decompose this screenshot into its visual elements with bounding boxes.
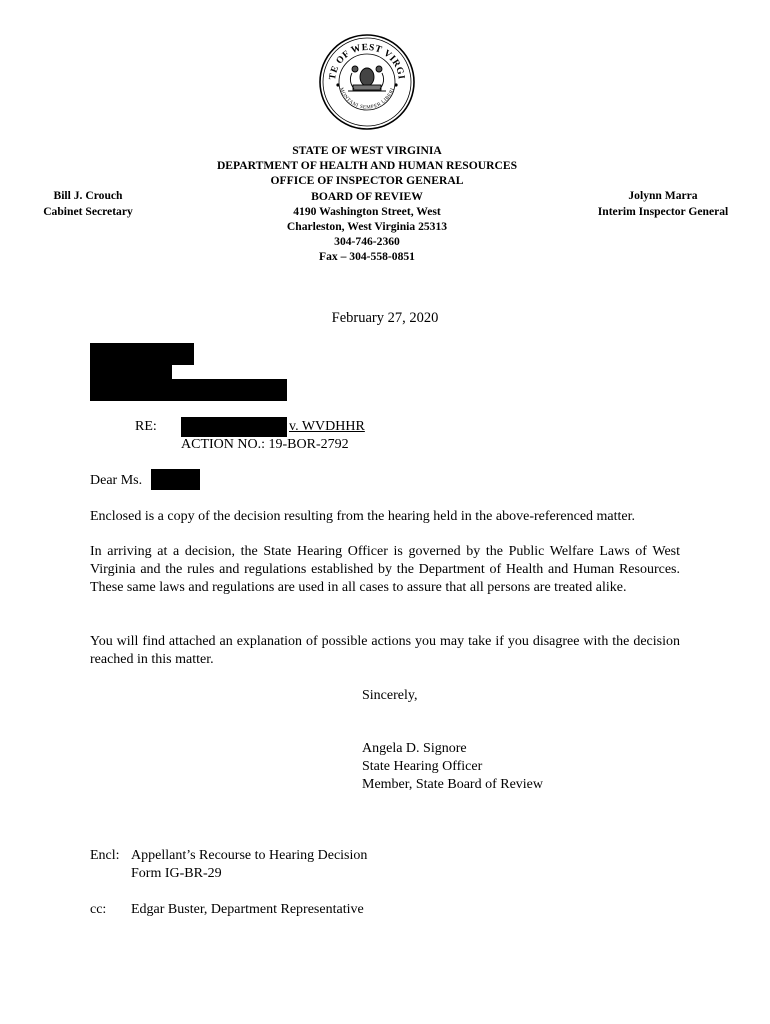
- redacted-address: [90, 379, 287, 401]
- letterhead-line: 304-746-2360: [334, 235, 400, 249]
- signer-name: Angela D. Signore: [362, 741, 467, 756]
- signer-member: Member, State Board of Review: [362, 777, 544, 792]
- letterhead-line: OFFICE OF INSPECTOR GENERAL: [270, 174, 464, 188]
- state-seal: [318, 33, 416, 131]
- inspector-general-title: Interim Inspector General: [597, 204, 729, 218]
- letterhead-line: DEPARTMENT OF HEALTH AND HUMAN RESOURCES: [216, 159, 518, 173]
- re-case-suffix: v. WVDHHR: [289, 419, 365, 434]
- action-number: ACTION NO.: 19-BOR-2792: [181, 437, 349, 452]
- seal-emblem: [348, 66, 386, 91]
- salutation: Dear Ms.: [90, 473, 143, 488]
- letterhead-center: [200, 143, 534, 265]
- cabinet-secretary-title: Cabinet Secretary: [43, 204, 133, 218]
- paragraph: Enclosed is a copy of the decision resulting from the hearing held in the above-referenced matter.: [90, 509, 636, 524]
- enclosure-form: Form IG-BR-29: [131, 866, 222, 881]
- paragraph: In arriving at a decision, the State Hearing Officer is governed by the Public Welfare Laws of West Virginia and the rules and regulations established by the Department of Health and Human Resources. These same laws and regulations are used in all cases to assure that all persons are treated alike.: [90, 544, 680, 596]
- signer-title: State Hearing Officer: [362, 759, 483, 774]
- re-label: RE:: [135, 419, 157, 434]
- enclosure-label: Encl:: [90, 848, 120, 863]
- cabinet-secretary-name: Bill J. Crouch: [53, 189, 123, 202]
- seal-motto: MONTANI SEMPER LIBERI: [338, 87, 396, 111]
- letterhead-line: BOARD OF REVIEW: [311, 189, 423, 203]
- letterhead-right: [588, 188, 738, 219]
- letterhead-line: STATE OF WEST VIRGINIA: [292, 144, 442, 157]
- paragraph: You will find attached an explanation of possible actions you may take if you disagree with the decision reached in this matter.: [90, 634, 680, 668]
- redacted-salutation-name: [151, 469, 200, 490]
- letterhead-line: Charleston, West Virginia 25313: [286, 220, 448, 234]
- closing: Sincerely,: [362, 688, 418, 703]
- redacted-address: [90, 362, 172, 380]
- letterhead-line: Fax – 304-558-0851: [319, 250, 415, 264]
- letterhead-left: [36, 188, 140, 219]
- letterhead-line: 4190 Washington Street, West: [293, 204, 441, 218]
- inspector-general-name: Jolynn Marra: [628, 189, 698, 202]
- redacted-appellant-name: [181, 417, 287, 437]
- seal-text: TE OF WEST VIRGI: [327, 42, 406, 81]
- cc-recipient: Edgar Buster, Department Representative: [131, 902, 364, 917]
- enclosure-line: Appellant’s Recourse to Hearing Decision: [131, 848, 368, 863]
- cc-label: cc:: [90, 902, 107, 917]
- letter-date: February 27, 2020: [331, 310, 439, 326]
